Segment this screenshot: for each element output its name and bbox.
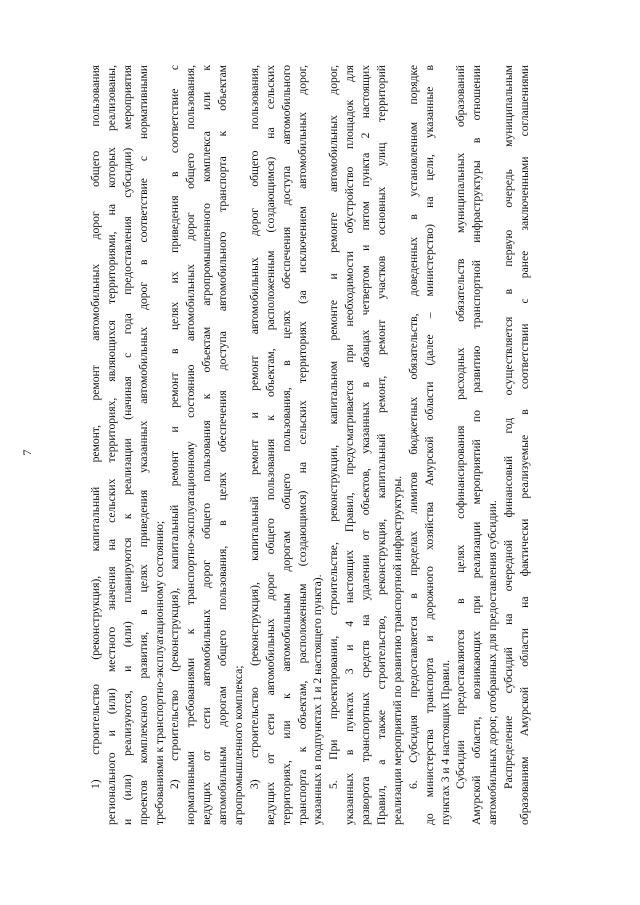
page-number: 7 xyxy=(20,449,34,456)
text-line: 1) строительство (реконструкция), капитальный ремонт, ремонт автомобильных дорог общего пользования xyxy=(89,65,102,789)
text-line: автомобильным дорогам общего пользования, в целях обеспечения доступа автомобильного транспорта к объектам xyxy=(216,65,230,825)
text-line: указанных в пунктах 3 и 4 настоящих Правил, предусматривается при необходимости обустройство площадок для xyxy=(343,65,357,825)
text-line: нормативными требованиями к транспортно-эксплуатационному состоянию автомобильных дорог общего пользования, xyxy=(184,65,198,825)
text-line: реализации мероприятий по развитию транспортной инфраструктуры. xyxy=(390,475,404,825)
text-line: ведущих от сети автомобильных дорог общего пользования к объектам, расположенным (создающимся) на сельских xyxy=(263,65,277,825)
text-line: ведущих от сети автомобильных дорог общего пользования к объектам агропромышленного комплекса или к xyxy=(200,65,214,825)
text-line: до министерства транспорта и дорожного хозяйства Амурской области (далее – министерство) на цели, указанные в xyxy=(422,65,436,825)
text-line: образованиям Амурской области на фактически реализуемые в соответствии с ранее заключенными соглашениями xyxy=(518,65,532,825)
document-body xyxy=(88,65,533,825)
text-line: Распределение субсидий на очередной финансовый год осуществляется в первую очередь муниципальным xyxy=(502,65,516,789)
text-line: проектов комплексного развития, в целях приведения указанных автомобильных дорог в соответствие с нормативными xyxy=(136,65,150,825)
text-line: агропромышленного комплекса; xyxy=(232,665,246,825)
text-line: Амурской области, возникающих при реализации мероприятий по развитию транспортной инфраструктуры в отношении xyxy=(470,65,484,825)
text-line: регионального и (или) местного значения на сельских территориях, являющихся территориями, на которых реализованы, xyxy=(104,65,118,825)
text-line: Правил, а также строительство, реконструкция, капитальный ремонт, ремонт участков основных улиц территорий xyxy=(375,65,389,825)
text-line: пунктах 3 и 4 настоящих Правил. xyxy=(438,659,452,825)
text-line: автомобильных дорог, отобранных для предоставления субсидии. xyxy=(486,500,500,825)
text-line: транспорта к объектам, расположенным (создающимся) на сельских территориях (за исключением автомобильных дорог, xyxy=(295,65,309,825)
text-line: 6. Субсидия предоставляется в пределах лимитов бюджетных обязательств, доведенных в установленном порядке xyxy=(406,65,420,789)
text-line: Субсидии предоставляются в целях софинансирования расходных обязательств муниципальных образований xyxy=(454,65,468,789)
text-line: 2) строительство (реконструкция), капитальный ремонт и ремонт в целях их приведения в соответствие с xyxy=(168,65,182,789)
text-line: разворота транспортных средств на удалении от объектов, указанных в абзацах четвертом и пятом пункта 2 настоящих xyxy=(359,65,373,825)
text-line: и (или) реализуются, и (или) планируются к реализации (начиная с года предоставления субсидии) мероприятия xyxy=(120,65,134,825)
text-line: 5. При проектировании, строительстве, реконструкции, капитальном ремонте и ремонте автомобильных дорог, xyxy=(327,65,341,789)
text-line: требованиями к транспортно-эксплуатационному состоянию; xyxy=(152,520,166,825)
text-line: территориях, или к автомобильным дорогам общего пользования, в целях обеспечения доступа автомобильного xyxy=(279,65,293,825)
text-line: 3) строительство (реконструкция), капитальный ремонт и ремонт автомобильных дорог общего пользования, xyxy=(247,65,261,789)
text-line: указанных в подпунктах 1 и 2 настоящего пункта). xyxy=(311,574,325,825)
